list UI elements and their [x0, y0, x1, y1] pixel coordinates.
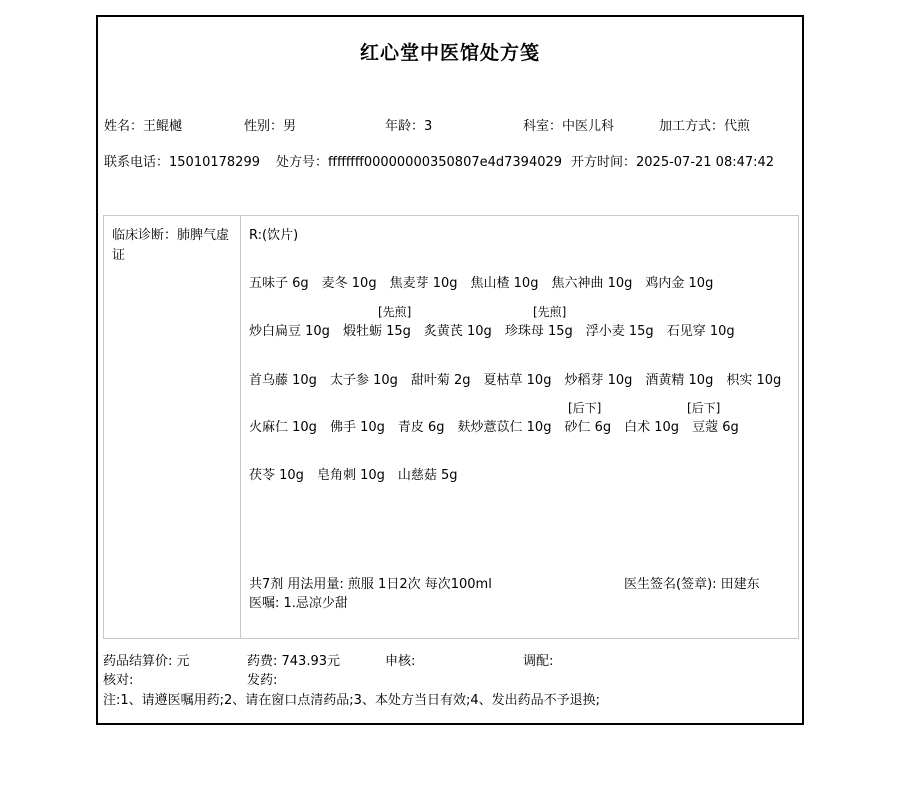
footer-row-dispense	[98, 669, 802, 686]
herb-line	[249, 373, 794, 388]
footer-row-pricing	[98, 650, 802, 667]
herb-item: 焦六神曲 10g	[551, 276, 633, 291]
herb-item: 酒黄精 10g	[645, 373, 714, 388]
herb-item: 豆蔻 6g	[692, 420, 739, 435]
phone-field: 联系电话：15010178299	[104, 155, 260, 170]
doctor-signature: 医生签名(签章): 田建东	[624, 577, 760, 592]
decoction-tag-xianjian: [先煎]	[533, 305, 567, 319]
herb-item: 白术 10g	[624, 420, 680, 435]
herb-item: 山慈菇 5g	[397, 468, 458, 483]
prescription-body-panel	[103, 215, 799, 639]
diagnosis-panel	[104, 216, 241, 638]
herb-item: 五味子 6g	[249, 276, 309, 291]
decoction-tag-houxia: [后下]	[687, 401, 721, 415]
herb-item: 砂仁 6g	[564, 420, 612, 435]
herb-item: 珍珠母 15g	[504, 324, 573, 339]
herb-item: 枳实 10g	[726, 373, 782, 388]
prescription-number-field: 处方号：ffffffff00000000350807e4d7394029	[276, 155, 563, 170]
rx-panel	[241, 216, 798, 638]
herb-item: 太子参 10g	[329, 373, 398, 388]
contact-info-row	[98, 151, 802, 169]
patient-gender-field: 性别：男	[244, 119, 297, 134]
herb-item: 炙黄芪 10g	[423, 324, 492, 339]
herb-item: 甜叶菊 2g	[410, 373, 471, 388]
issue-time-field: 开方时间：2025-07-21 08:47:42	[571, 155, 775, 170]
decoction-tag-row	[241, 303, 798, 318]
prescription-sheet	[96, 15, 804, 725]
department-field: 科室：中医儿科	[523, 119, 615, 134]
herb-item: 浮小麦 15g	[585, 324, 654, 339]
sheet-title: 红心堂中医馆处方笺	[359, 42, 540, 64]
rx-header: R:(饮片)	[249, 228, 299, 243]
processing-method-field: 加工方式：代煎	[659, 119, 751, 134]
dosage-line	[249, 577, 760, 592]
review-field: 申核:	[385, 654, 416, 669]
herb-item: 石见穿 10g	[666, 324, 735, 339]
herb-item: 青皮 6g	[397, 420, 445, 435]
medicine-fee-field: 药费: 743.93元	[247, 654, 340, 669]
check-field: 核对:	[103, 673, 134, 688]
herb-item: 火麻仁 10g	[249, 420, 317, 435]
herb-line	[249, 276, 726, 291]
settlement-price-field: 药品结算价: 元	[103, 654, 190, 669]
decoction-tag-xianjian: [先煎]	[378, 305, 412, 319]
herb-item: 麸炒薏苡仁 10g	[457, 420, 552, 435]
herb-item: 焦山楂 10g	[470, 276, 539, 291]
footer-note: 注:1、请遵医嘱用药;2、请在窗口点清药品;3、本处方当日有效;4、发出药品不予退换;	[103, 693, 600, 708]
herb-line	[249, 468, 471, 483]
decoction-tag-row	[241, 399, 798, 414]
patient-info-row	[98, 115, 802, 133]
decoction-tag-houxia: [后下]	[568, 401, 602, 415]
herb-item: 夏枯草 10g	[483, 373, 552, 388]
diagnosis-text: 临床诊断：肺脾气虚证	[112, 228, 230, 263]
herb-item: 首乌藤 10g	[249, 373, 317, 388]
herb-item: 炒白扁豆 10g	[249, 324, 330, 339]
dispense-field: 发药:	[247, 673, 278, 688]
herb-line	[249, 420, 752, 435]
herb-item: 麦冬 10g	[321, 276, 377, 291]
medical-advice: 医嘱: 1.忌凉少甜	[249, 596, 348, 611]
herb-line	[249, 324, 748, 339]
patient-name-field: 姓名：王鲲樾	[104, 119, 183, 134]
herb-item: 炒稻芽 10g	[564, 373, 633, 388]
patient-age-field: 年龄：3	[385, 119, 433, 134]
herb-item: 焦麦芽 10g	[389, 276, 458, 291]
prepare-field: 调配:	[523, 654, 554, 669]
dosage-text: 共7剂 用法用量: 煎服 1日2次 每次100ml	[249, 577, 492, 592]
herb-item: 茯苓 10g	[249, 468, 304, 483]
herb-item: 鸡内金 10g	[645, 276, 714, 291]
herb-item: 煅牡蛎 15g	[342, 324, 411, 339]
herb-item: 佛手 10g	[329, 420, 385, 435]
footer-note-row	[98, 689, 802, 706]
herb-item: 皂角刺 10g	[316, 468, 385, 483]
